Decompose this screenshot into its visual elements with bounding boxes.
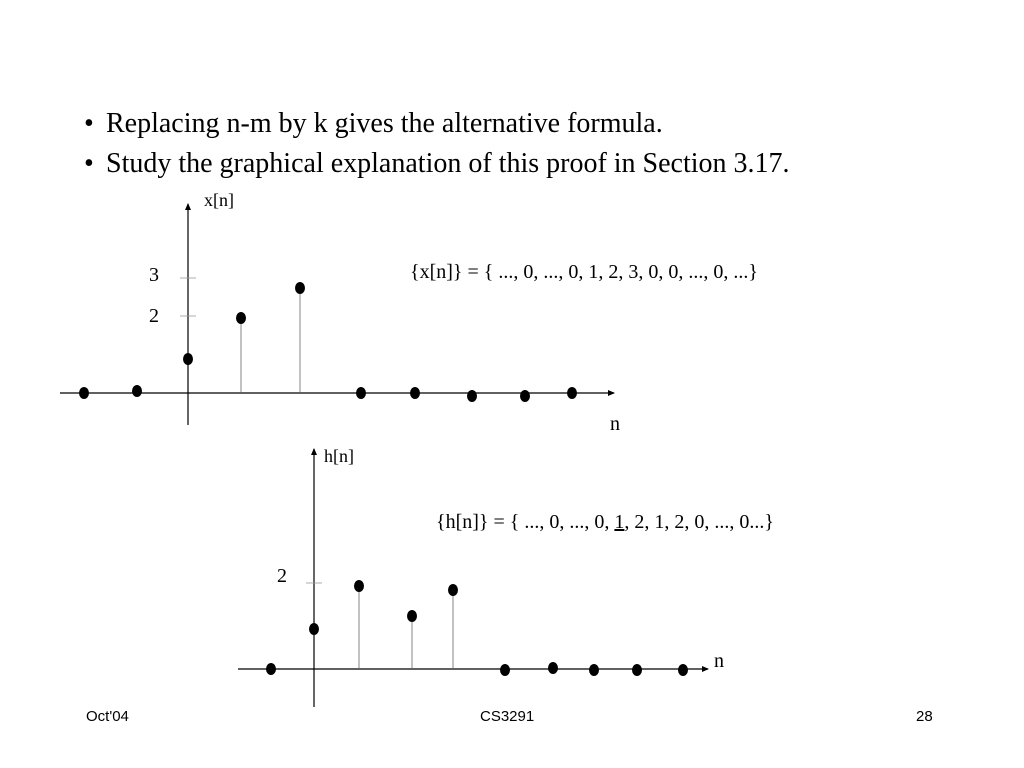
bullet-dot: •: [84, 148, 94, 179]
h-sample-point: [500, 664, 510, 676]
bullet-dot: •: [84, 108, 94, 139]
x-sample-point: [236, 312, 246, 324]
x-sample-point: [79, 387, 89, 399]
h-formula-start: {h[n]} = { ..., 0, ..., 0,: [436, 511, 615, 533]
footer-date: Oct'04: [86, 708, 129, 725]
plot-x: [60, 190, 758, 435]
h-sample-point: [309, 623, 319, 635]
x-plot-xlabel: n: [610, 413, 620, 435]
h-sequence-formula: [436, 511, 774, 533]
bullet-text: Study the graphical explanation of this proof in Section 3.17.: [106, 148, 790, 179]
h-sample-point: [407, 610, 417, 622]
h-sample-point: [589, 664, 599, 676]
h-sample-point: [632, 664, 642, 676]
footer-page-number: 28: [916, 708, 933, 725]
h-formula-end: , 2, 1, 2, 0, ..., 0...}: [624, 511, 775, 533]
x-sample-point: [356, 387, 366, 399]
h-sample-point: [354, 580, 364, 592]
h-sample-point: [448, 584, 458, 596]
h-sample-point: [266, 663, 276, 675]
x-sample-point: [520, 390, 530, 402]
x-sample-point: [567, 387, 577, 399]
x-sequence-formula: {x[n]} = { ..., 0, ..., 0, 1, 2, 3, 0, 0, ..., 0, ...}: [410, 261, 758, 283]
x-plot-tick-label-2: 2: [149, 305, 159, 327]
h-sample-point: [548, 662, 558, 674]
x-plot-tick-label-3: 3: [149, 264, 159, 286]
bullet-text: Replacing n-m by k gives the alternative formula.: [106, 108, 663, 139]
x-sample-point: [410, 387, 420, 399]
h-formula-origin-sample: 1: [614, 511, 625, 533]
x-sample-point: [467, 390, 477, 402]
plot-h: [238, 446, 774, 707]
x-sample-point: [183, 353, 193, 365]
x-sample-point: [295, 282, 305, 294]
h-plot-ylabel: h[n]: [324, 446, 354, 466]
h-plot-tick-label-2: 2: [277, 565, 287, 587]
x-plot-ylabel: x[n]: [204, 190, 234, 210]
h-sample-point: [678, 664, 688, 676]
x-sample-point: [132, 385, 142, 397]
footer-course: CS3291: [480, 708, 535, 725]
h-plot-xlabel: n: [714, 650, 724, 672]
